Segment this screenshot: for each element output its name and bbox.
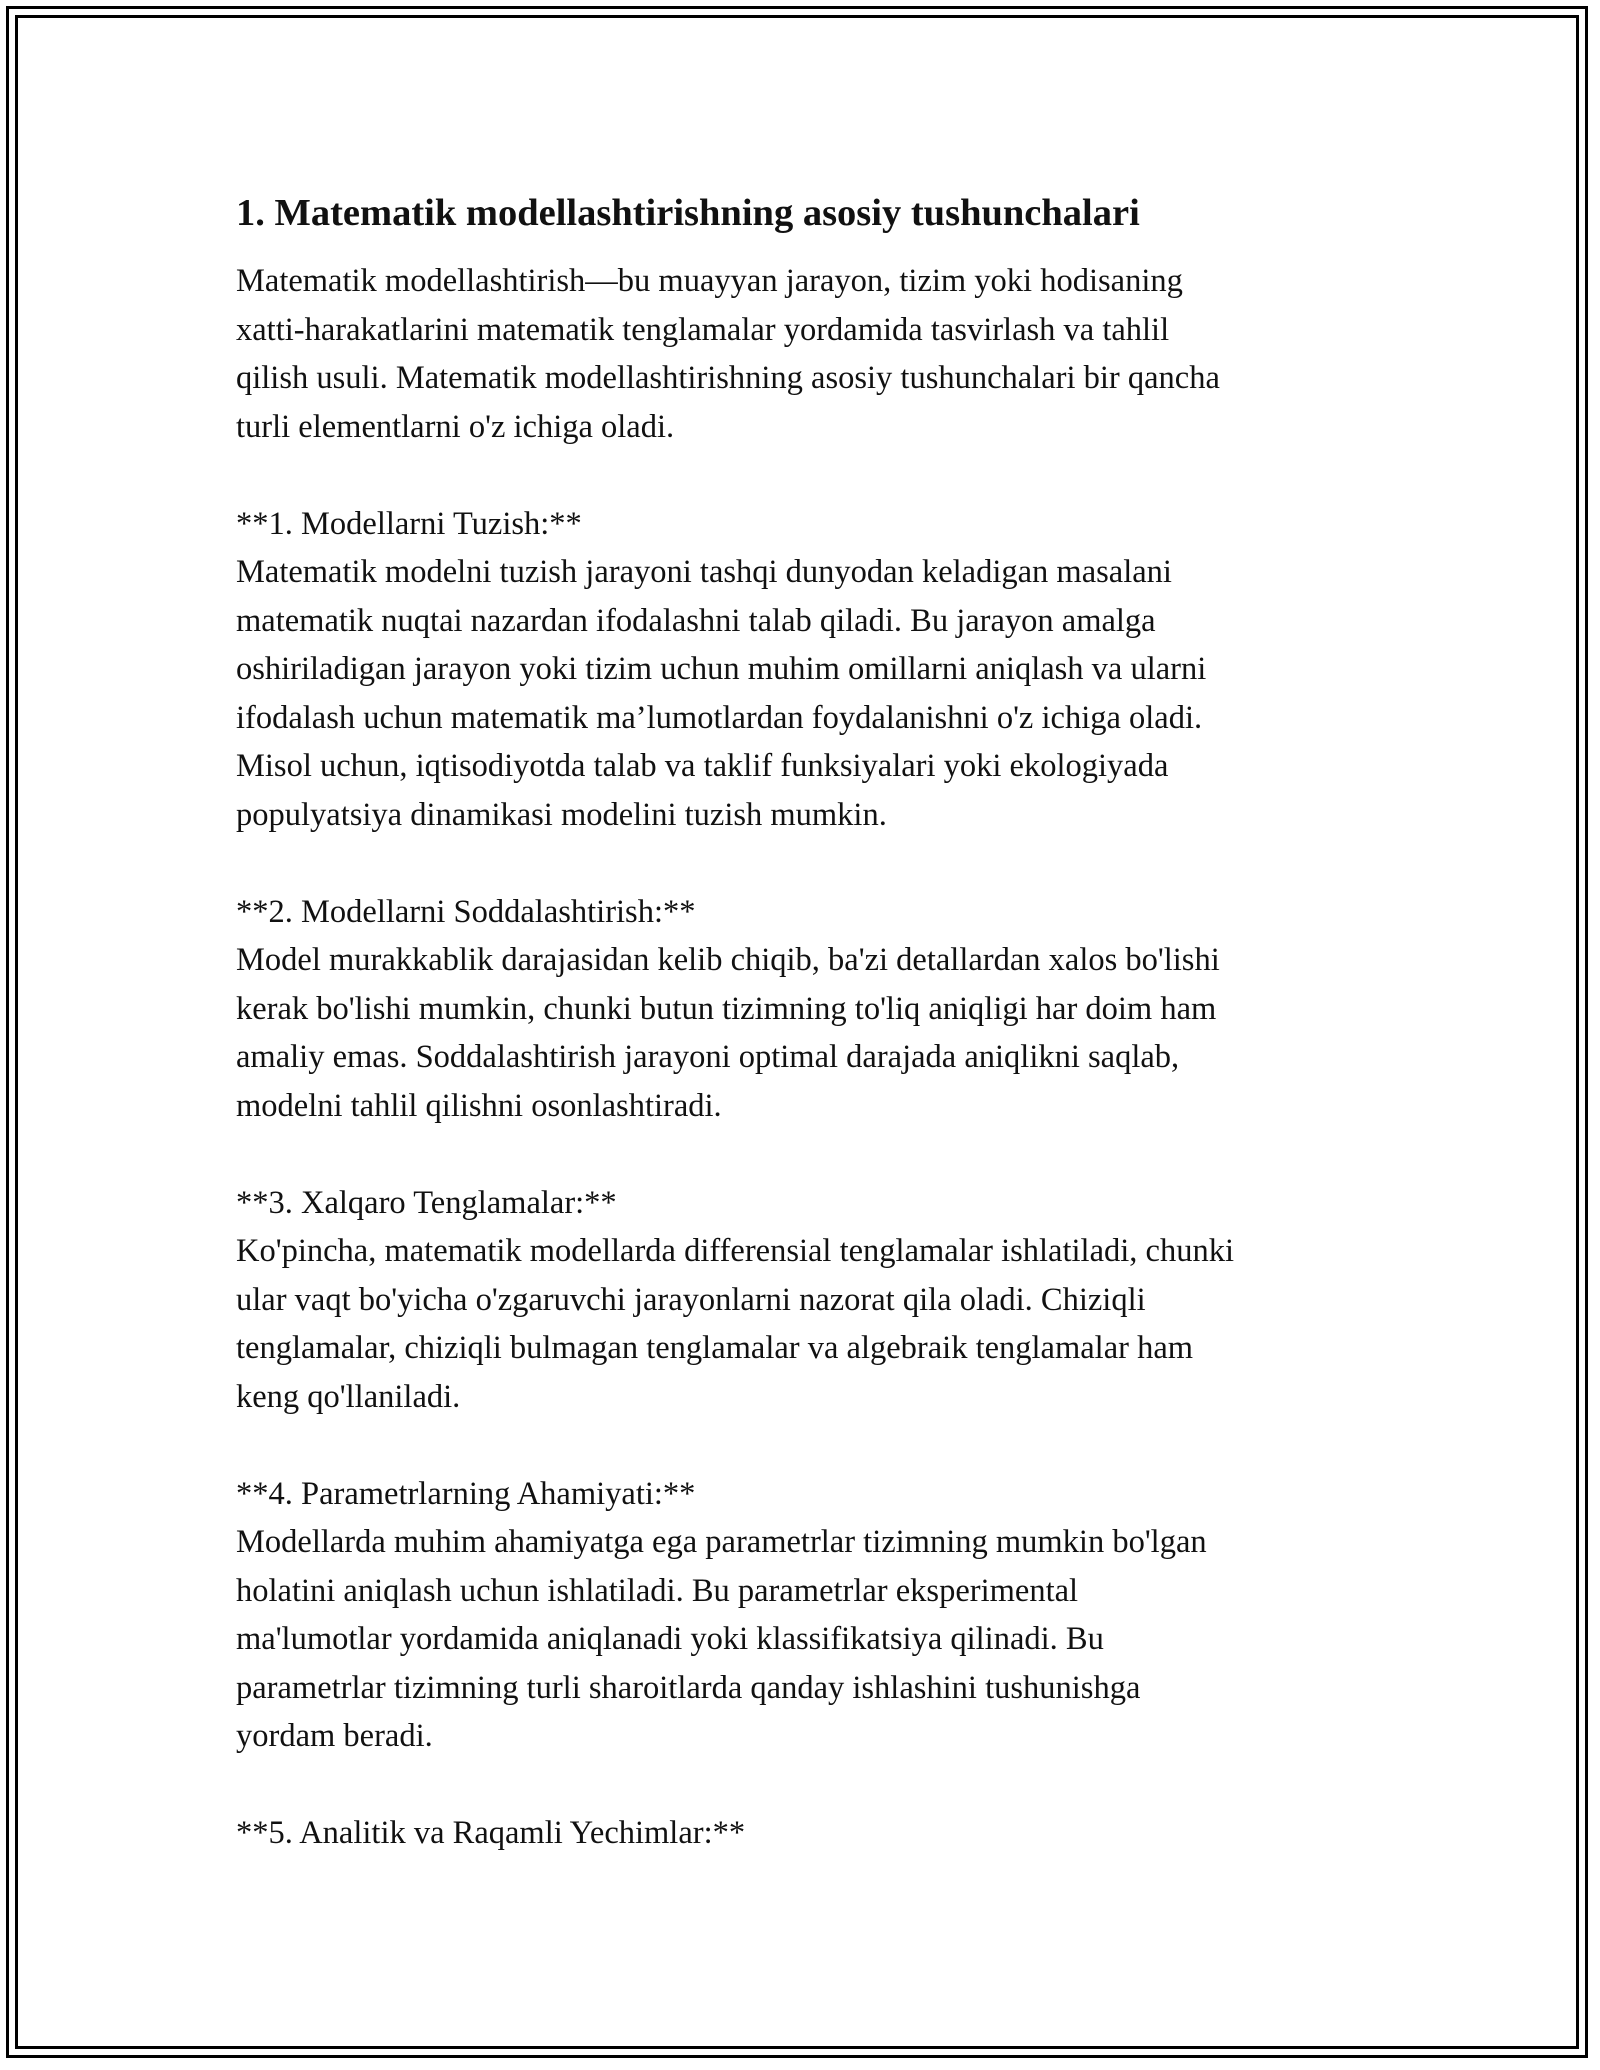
- section-1-heading: **1. Modellarni Tuzish:**: [236, 505, 582, 542]
- section-3-heading: **3. Xalqaro Tenglamalar:**: [236, 1184, 617, 1221]
- section-3-body: Ko'pincha, matematik modellarda differensial tenglamalar ishlatiladi, chunki ular vaqt bo'yicha o'zgaruvchi jarayonlarni nazorat qila oladi. Chiziqli tenglamalar, chiziqli bulmagan tenglamalar va algebraik tenglamalar ham keng qo'llaniladi.: [236, 1233, 1234, 1415]
- section-1-body: Matematik modelni tuzish jarayoni tashqi dunyodan keladigan masalani matematik nuqtai nazardan ifodalashni talab qiladi. Bu jarayon amalga oshiriladigan jarayon yoki tizim uchun muhim omillarni aniqlash va ularni ifodalash uchun matematik ma’lumotlardan foydalanishni o'z ichiga oladi. Misol uchun, iqtisodiyotda talab va taklif funksiyalari yoki ekologiyada populyatsiya dinamikasi modelini tuzish mumkin.: [236, 554, 1207, 833]
- document-page: [236, 185, 1366, 1858]
- paragraph-gap: [236, 451, 1366, 500]
- section-2-heading: **2. Modellarni Soddalashtirish:**: [236, 893, 696, 930]
- document-title: 1. Matematik modellashtirishning asosiy tushunchalari: [236, 192, 1140, 234]
- paragraph-gap: [236, 1761, 1366, 1810]
- section-4-heading: **4. Parametrlarning Ahamiyati:**: [236, 1475, 696, 1512]
- intro-paragraph: Matematik modellashtirish—bu muayyan jarayon, tizim yoki hodisaning xatti-harakatlarini matematik tenglamalar yordamida tasvirlash va tahlil qilish usuli. Matematik modellashtirishning asosiy tushunchalari bir qancha turli elementlarni o'z ichiga oladi.: [236, 263, 1220, 445]
- section-4-body: Modellarda muhim ahamiyatga ega parametrlar tizimning mumkin bo'lgan holatini aniqlash uchun ishlatiladi. Bu parametrlar eksperimental ma'lumotlar yordamida aniqlanadi yoki klassifikatsiya qilinadi. Bu parametrlar tizimning turli sharoitlarda qanday ishlashini tushunishga yordam beradi.: [236, 1524, 1207, 1754]
- section-5-heading: **5. Analitik va Raqamli Yechimlar:**: [236, 1815, 746, 1851]
- paragraph-gap: [236, 1130, 1366, 1179]
- paragraph-gap: [236, 1421, 1366, 1470]
- section-2-body: Model murakkablik darajasidan kelib chiqib, ba'zi detallardan xalos bo'lishi kerak bo'lishi mumkin, chunki butun tizimning to'liq aniqligi har doim ham amaliy emas. Soddalashtirish jarayoni optimal darajada aniqlikni saqlab, modelni tahlil qilishni osonlashtiradi.: [236, 942, 1220, 1124]
- paragraph-gap: [236, 839, 1366, 888]
